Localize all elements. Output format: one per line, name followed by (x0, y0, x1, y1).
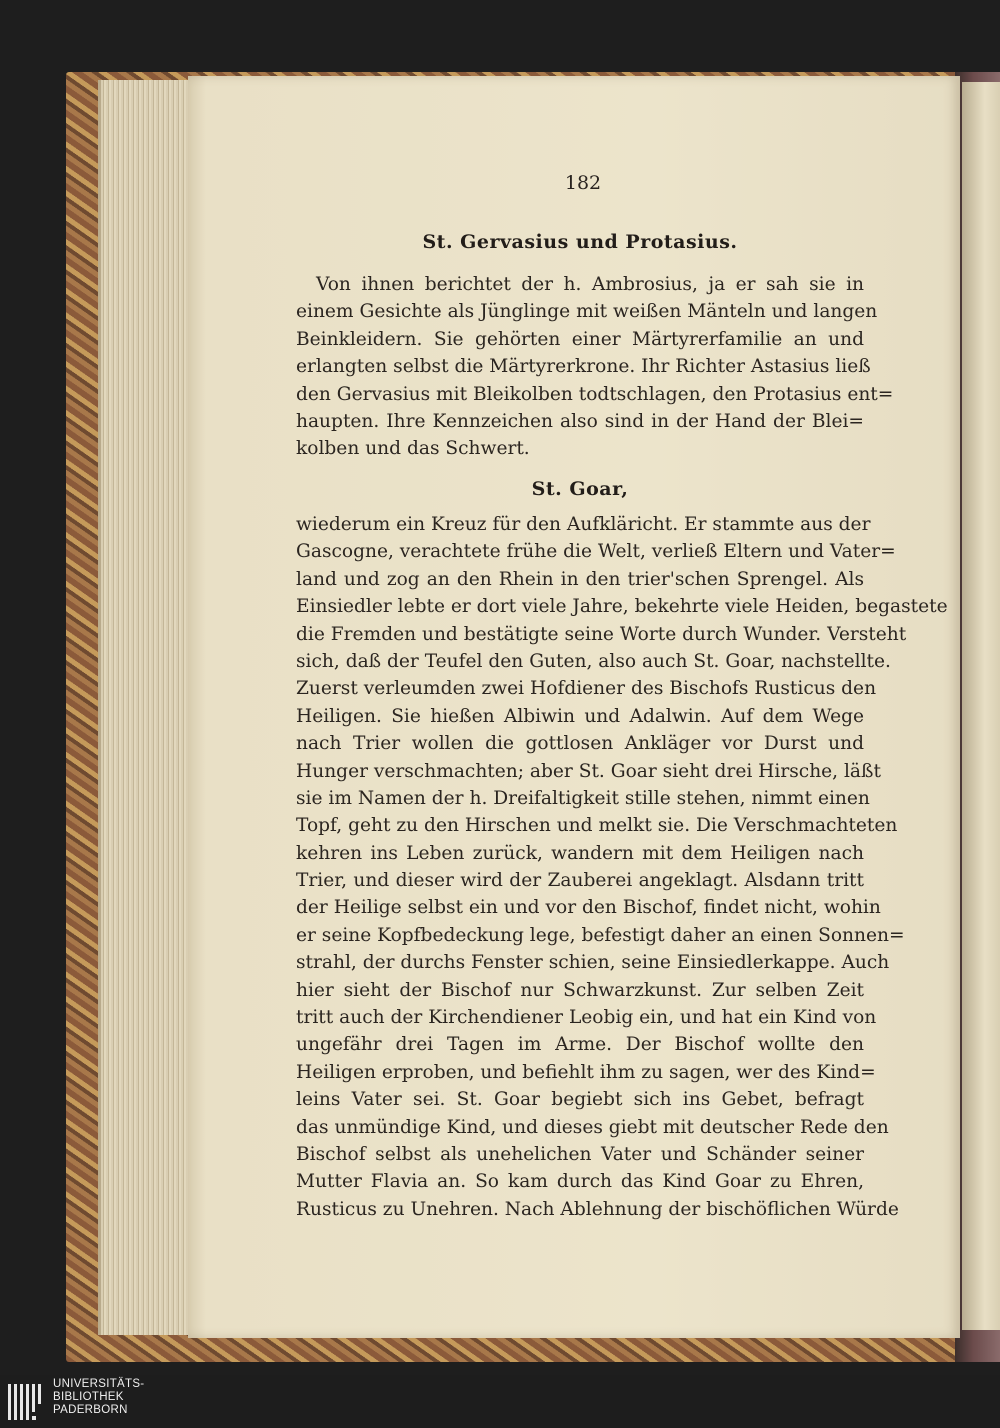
page-number: 182 (564, 172, 602, 194)
text-line: wiederum ein Kreuz für den Aufkläricht. Er stammte aus der (296, 514, 871, 535)
library-logo-bar (0, 1375, 1000, 1428)
paragraph-gervasius (296, 271, 894, 463)
text-line: Bischof selbst als unehelichen Vater und Schänder seiner (296, 1143, 864, 1165)
library-logo-text (53, 1378, 144, 1417)
text-line: nach Trier wollen die gottlosen Ankläger vor Durst und (296, 733, 864, 755)
text-line: land und zog an den Rhein in den trier'schen Sprengel. Als (296, 568, 864, 590)
logo-line-1: UNIVERSITÄTS- (53, 1378, 145, 1390)
library-logo-icon (6, 1380, 48, 1424)
text-line: er seine Kopfbedeckung lege, befestigt daher an einen Sonnen= (296, 924, 905, 946)
text-line: erlangten selbst die Märtyrerkrone. Ihr Richter Astasius ließ (296, 356, 871, 378)
text-line: ungefähr drei Tagen im Arme. Der Bischof wollte den (296, 1034, 864, 1056)
text-line: haupten. Ihre Kennzeichen also sind in der Hand der Blei= (296, 410, 864, 432)
text-line: sie im Namen der h. Dreifaltigkeit stille stehen, nimmt einen (296, 787, 870, 809)
text-line: leins Vater sei. St. Goar begiebt sich ins Gebet, befragt (296, 1089, 864, 1111)
text-line: Rusticus zu Unehren. Nach Ablehnung der bischöflichen Würde (296, 1198, 899, 1220)
text-line: Beinkleidern. Sie gehörten einer Märtyrerfamilie an und (296, 328, 864, 350)
text-line: Gascogne, verachtete frühe die Welt, verließ Eltern und Vater= (296, 541, 896, 563)
text-line: einem Gesichte als Jünglinge mit weißen Mänteln und langen (296, 301, 878, 323)
text-line: Hunger verschmachten; aber St. Goar sieht drei Hirsche, läßt (296, 760, 881, 782)
next-page-edge (962, 82, 1000, 1330)
text-line: Heiligen erproben, und befiehlt ihm zu sagen, wer des Kind= (296, 1061, 876, 1083)
text-line: der Heilige selbst ein und vor den Bischof, findet nicht, wohin (296, 897, 881, 919)
text-line: Mutter Flavia an. So kam durch das Kind Goar zu Ehren, (296, 1171, 864, 1193)
text-line: Einsiedler lebte er dort viele Jahre, bekehrte viele Heiden, begastete (296, 596, 948, 618)
text-line: sich, daß der Teufel den Guten, also auch St. Goar, nachstellte. (296, 650, 891, 672)
section-heading-gervasius: St. Gervasius und Protasius. (422, 231, 738, 253)
section-heading-goar: St. Goar, (531, 478, 629, 500)
text-line: die Fremden und bestätigte seine Worte durch Wunder. Versteht (296, 623, 907, 645)
paragraph-goar (296, 511, 948, 1223)
text-line: tritt auch der Kirchendiener Leobig ein, und hat ein Kind von (296, 1007, 877, 1029)
text-line: strahl, der durchs Fenster schien, seine Einsiedlerkappe. Auch (296, 952, 890, 974)
logo-line-3: PADERBORN (53, 1404, 128, 1416)
logo-line-2: BIBLIOTHEK (53, 1391, 124, 1403)
text-line: Topf, geht zu den Hirschen und melkt sie. Die Verschmachteten (296, 815, 898, 837)
text-line: Heiligen. Sie hießen Albiwin und Adalwin. Auf dem Wege (296, 705, 864, 727)
text-line: Zuerst verleumden zwei Hofdiener des Bischofs Rusticus den (296, 678, 877, 700)
text-line: Trier, und dieser wird der Zauberei angeklagt. Alsdann tritt (296, 870, 864, 892)
text-line: hier sieht der Bischof nur Schwarzkunst. Zur selben Zeit (296, 979, 864, 1001)
page-edges (98, 80, 197, 1335)
text-line: kehren ins Leben zurück, wandern mit dem Heiligen nach (296, 842, 864, 864)
text-line: das unmündige Kind, und dieses giebt mit deutscher Rede den (296, 1116, 889, 1138)
text-line: kolben und das Schwert. (296, 438, 530, 460)
text-line: Von ihnen berichtet der h. Ambrosius, ja er sah sie in (316, 274, 864, 295)
text-line: den Gervasius mit Bleikolben todtschlagen, den Protasius ent= (296, 383, 894, 405)
